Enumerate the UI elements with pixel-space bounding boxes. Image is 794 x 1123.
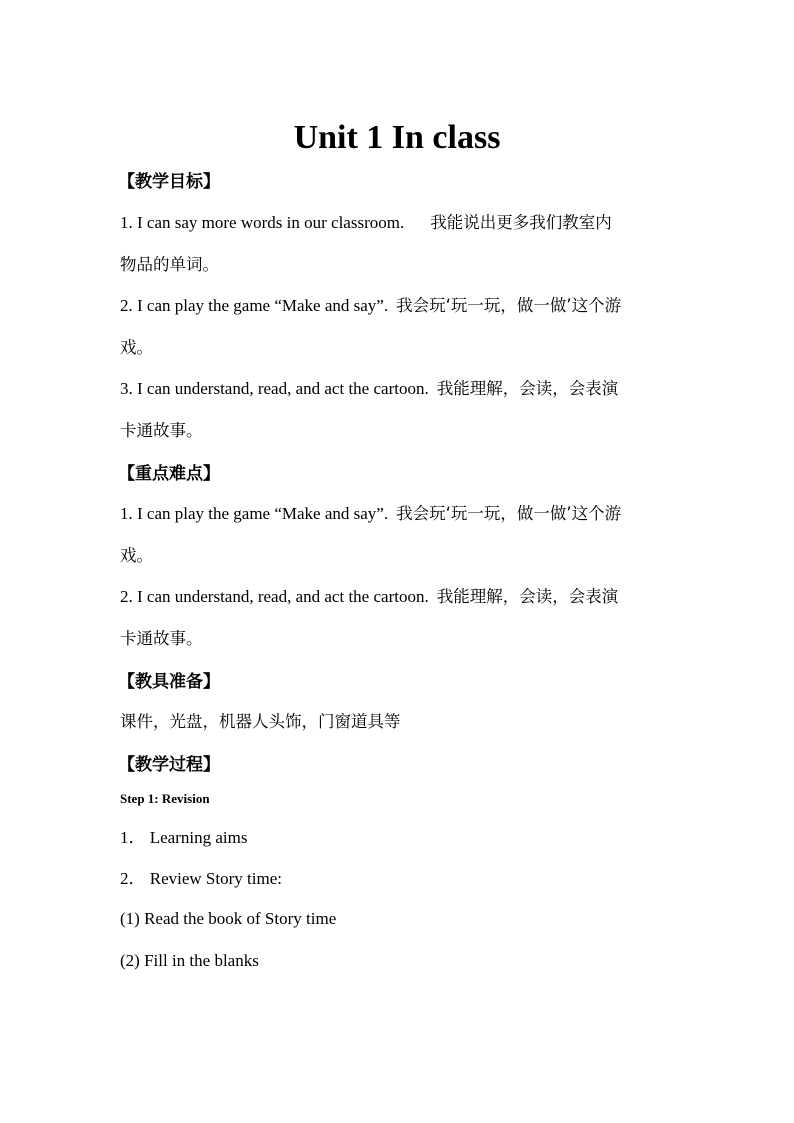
objective-2-cn: 我会玩‘玩一玩，做一做’这个游 <box>396 296 622 315</box>
process-sub-1: (1) Read the book of Story time <box>120 909 337 928</box>
heading-key-points: 【重点难点】 <box>118 464 220 484</box>
objective-1-cont: 物品的单词。 <box>120 255 219 274</box>
objective-1-cn: 我能说出更多我们教室内 <box>430 213 612 232</box>
objective-2-cont: 戏。 <box>120 338 153 357</box>
step-1-title: Step 1: Revision <box>120 791 210 806</box>
key-point-2-en: 2. I can understand, read, and act the cartoon. <box>120 587 429 606</box>
objective-3-cont: 卡通故事。 <box>120 421 203 440</box>
objective-2 <box>120 293 680 319</box>
objective-2-en: 2. I can play the game “Make and say”. <box>120 296 389 315</box>
process-sub-2: (2) Fill in the blanks <box>120 951 259 970</box>
materials-text: 课件，光盘，机器人头饰，门窗道具等 <box>120 712 401 731</box>
process-item-2: 2． Review Story time: <box>120 869 282 888</box>
page-title: Unit 1 In class <box>293 119 501 156</box>
key-point-1-cn: 我会玩‘玩一玩，做一做’这个游 <box>396 504 622 523</box>
objective-3 <box>120 376 680 402</box>
objective-3-en: 3. I can understand, read, and act the cartoon. <box>120 379 429 398</box>
key-point-2-cont: 卡通故事。 <box>120 629 203 648</box>
objective-1 <box>120 210 680 236</box>
key-point-1-cont: 戏。 <box>120 546 153 565</box>
key-point-2 <box>120 584 680 610</box>
process-item-1: 1． Learning aims <box>120 828 248 847</box>
key-point-2-cn: 我能理解，会读，会表演 <box>436 587 619 606</box>
heading-objectives: 【教学目标】 <box>118 172 220 192</box>
heading-materials: 【教具准备】 <box>118 672 220 692</box>
heading-process: 【教学过程】 <box>118 755 220 775</box>
objective-1-en: 1. I can say more words in our classroom. <box>120 213 405 232</box>
objective-3-cn: 我能理解，会读，会表演 <box>436 379 619 398</box>
key-point-1-en: 1. I can play the game “Make and say”. <box>120 504 389 523</box>
key-point-1 <box>120 501 680 527</box>
